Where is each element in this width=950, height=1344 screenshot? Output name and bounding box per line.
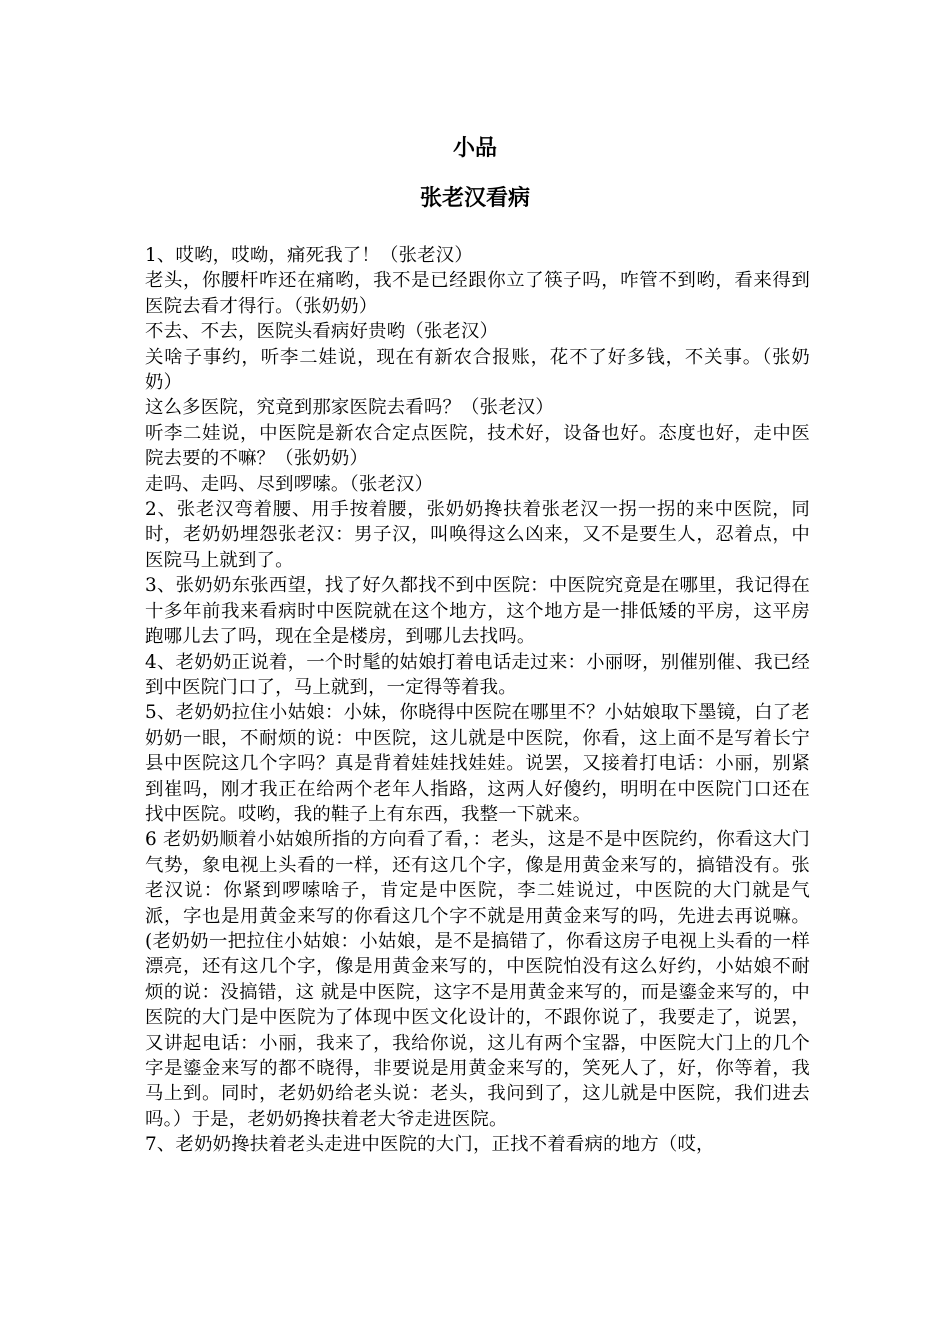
paragraph: 2、张老汉弯着腰、用手按着腰，张奶奶搀扶着张老汉一拐一拐的来中医院，同时，老奶奶埋怨张老汉：男子汉，叫唤得这么凶来，又不是要生人，忍着点，中医院马上就到了。 bbox=[145, 499, 810, 571]
paragraph: 关啥子事约，听李二娃说，现在有新农合报账，花不了好多钱，不关事。（张奶奶） bbox=[145, 346, 810, 394]
paragraph: 7、老奶奶搀扶着老头走进中医院的大门，正找不着看病的地方（哎， bbox=[145, 1134, 715, 1156]
paragraph: 老头，你腰杆咋还在痛哟，我不是已经跟你立了筷子吗，咋管不到哟，看来得到医院去看才得行。（张奶奶） bbox=[145, 270, 810, 317]
paragraph: 6 老奶奶顺着小姑娘所指的方向看了看，：老头，这是不是中医院约，你看这大门气势，象电视上头看的一样，还有这几个字，像是用黄金来写的，搞错没有。张老汉说：你紧到啰嗦啥子，肯定是中医院，李二娃说过，中医院的大门就是气派，字也是用黄金来写的你看这几个字不就是用黄金来写的吗，先进去再说嘛。(老奶奶一把拉住小姑娘：小姑娘，是不是搞错了，你看这房子电视上头看的一样漂亮，还有这几个字，像是用黄金来写的，中医院怕没有这么好约，小姑娘不耐烦的说：没搞错，这 就是中医院，这字不是用黄金来写的，而是鎏金来写的，中医院的大门是中医院为了体现中医文化设计的，不跟你说了，我要走了，说罢，又讲起电话：小丽，我来了，我给你说，这儿有两个宝器，中医院大门上的几个字是鎏金来写的都不晓得，非要说是用黄金来写的，笑死人了，好，你等着，我马上到。同时，老奶奶给老头说：老头，我问到了，这儿就是中医院，我们进去吗。）于是，老奶奶搀扶着老大爷走进医院。 bbox=[145, 829, 810, 1130]
paragraph: 走吗、走吗、尽到啰嗦。（张老汉） bbox=[145, 473, 434, 495]
paragraph: 不去、不去，医院头看病好贵哟（张老汉） bbox=[145, 321, 499, 343]
paragraph: 这么多医院，究竟到那家医院去看吗？（张老汉） bbox=[145, 397, 554, 419]
paragraph: 听李二娃说，中医院是新农合定点医院，技术好，设备也好。态度也好，走中医院去要的不嘛？（张奶奶） bbox=[145, 422, 810, 470]
document-title: 小品 bbox=[452, 136, 497, 161]
document-body bbox=[145, 243, 810, 1158]
paragraph: 5、老奶奶拉住小姑娘：小妹，你晓得中医院在哪里不？小姑娘取下墨镜，白了老奶奶一眼，不耐烦的说：中医院，这儿就是中医院，你看，这上面不是写着长宁县中医院这几个字吗？真是背着娃娃找娃娃。说罢，又接着打电话：小丽，别紧到崔吗，刚才我正在给两个老年人指路，这两人好傻约，明明在中医院门口还在找中医院。哎哟，我的鞋子上有东西，我整一下就来。 bbox=[145, 702, 810, 825]
document-subtitle: 张老汉看病 bbox=[419, 186, 530, 211]
paragraph: 3、张奶奶东张西望，找了好久都找不到中医院：中医院究竟是在哪里，我记得在十多年前我来看病时中医院就在这个地方，这个地方是一排低矮的平房，这平房跑哪儿去了吗，现在全是楼房，到哪儿去找吗。 bbox=[145, 575, 810, 648]
paragraph: 4、老奶奶正说着，一个时髦的姑娘打着电话走过来：小丽呀，别催别催、我已经到中医院门口了，马上就到，一定得等着我。 bbox=[145, 651, 810, 698]
paragraph: 1、哎哟，哎呦，痛死我了！（张老汉） bbox=[145, 245, 473, 266]
